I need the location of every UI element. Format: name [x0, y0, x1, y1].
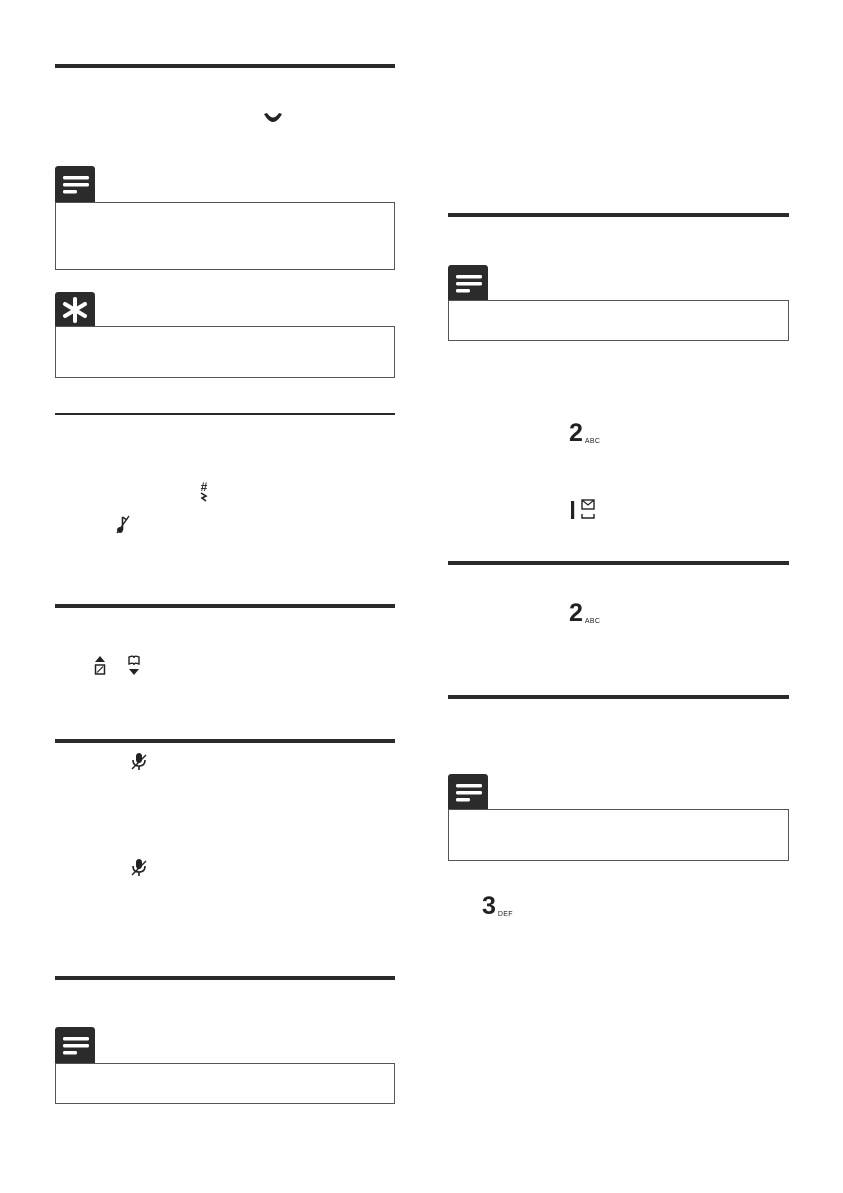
- mute-icon: [131, 752, 147, 772]
- section-rule-8: [448, 695, 789, 699]
- note-box: [55, 202, 395, 270]
- key-digit: 2: [569, 599, 583, 627]
- section-rule-5: [55, 976, 395, 980]
- up-redial-icon: [93, 655, 107, 677]
- note-icon: [448, 774, 488, 810]
- tip-box: [55, 326, 395, 378]
- ringer-off-icon: [115, 514, 131, 534]
- mute-icon: [131, 858, 147, 878]
- tip-tab: [55, 292, 95, 328]
- key-letters: ABC: [584, 438, 601, 445]
- key-digit: 3: [482, 892, 496, 920]
- key-2-abc-icon: [569, 421, 600, 446]
- key-letters: ABC: [584, 618, 601, 625]
- end-call-icon: [262, 112, 284, 128]
- section-rule-4: [55, 739, 395, 743]
- section-rule-7: [448, 561, 789, 565]
- down-phonebook-icon: [127, 655, 141, 677]
- section-rule-2: [55, 413, 395, 415]
- key-3-def-icon: [482, 894, 513, 919]
- key-letters: DEF: [497, 911, 513, 918]
- note-tab: [448, 774, 488, 810]
- note-tab: [55, 166, 95, 202]
- section-rule-6: [448, 213, 789, 217]
- note-tab: [448, 265, 488, 301]
- note-tab: [55, 1027, 95, 1063]
- hash-key-icon: [197, 481, 211, 502]
- section-rule-1: [55, 64, 395, 68]
- hash-label: #: [200, 480, 208, 494]
- note-icon: [55, 1027, 95, 1063]
- message-key-icon: [571, 499, 597, 521]
- key-digit: 2: [569, 419, 583, 447]
- note-icon: [448, 265, 488, 301]
- key-2-abc-icon: [569, 601, 600, 626]
- note-icon: [55, 166, 95, 202]
- note-box: [448, 300, 789, 341]
- section-rule-3: [55, 604, 395, 608]
- tip-asterisk-icon: [55, 292, 95, 328]
- note-box: [55, 1063, 395, 1104]
- note-box: [448, 809, 789, 861]
